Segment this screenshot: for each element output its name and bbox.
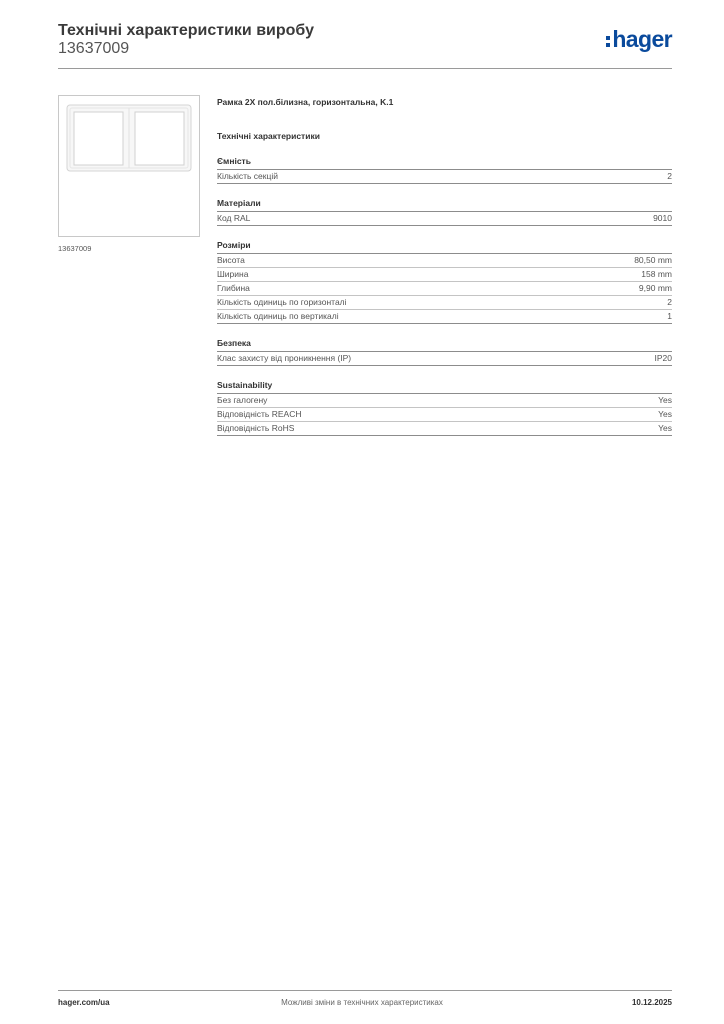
product-description: Рамка 2X пол.білизна, горизонтальна, K.1 [217,97,394,107]
spec-label: Код RAL [217,213,251,223]
product-code: 13637009 [58,40,130,57]
spec-value: 2 [667,171,672,181]
spec-group-title: Sustainability [217,379,672,394]
spec-label: Кількість одиниць по вертикалі [217,311,339,321]
spec-group-materials [217,197,672,226]
spec-value: 9,90 mm [638,283,672,293]
hager-logo [606,28,672,51]
spec-row [217,352,672,366]
spec-value: Yes [658,423,672,433]
spec-label: Ширина [217,269,249,279]
image-caption: 13637009 [58,244,92,253]
spec-area [217,96,672,436]
spec-label: Відповідність RoHS [217,423,295,433]
spec-value: 80,50 mm [634,255,672,265]
spec-value: IP20 [654,353,672,363]
spec-group-title: Безпека [217,337,672,352]
spec-row [217,268,672,282]
spec-value: Yes [658,409,672,419]
footer-divider [58,990,672,991]
spec-label: Висота [217,255,245,265]
spec-value: 158 mm [641,269,672,279]
spec-row [217,422,672,436]
spec-group-sustainability [217,379,672,436]
spec-row [217,212,672,226]
page-title: Технічні характеристики виробу [58,22,314,39]
spec-label: Без галогену [217,395,268,405]
spec-label: Відповідність REACH [217,409,302,419]
spec-label: Клас захисту від проникнення (IP) [217,353,352,363]
spec-row [217,394,672,408]
spec-group-title: Матеріали [217,197,672,212]
spec-value: Yes [658,395,672,405]
product-image [58,95,200,237]
spec-label: Кількість секцій [217,171,278,181]
spec-row [217,296,672,310]
header-divider [58,68,672,69]
spec-value: 1 [667,311,672,321]
spec-row [217,408,672,422]
spec-row [217,310,672,324]
spec-value: 9010 [653,213,672,223]
logo-dots-icon [606,36,610,47]
spec-row [217,282,672,296]
spec-group-dimensions [217,239,672,324]
footer-notice: Можливі зміни в технічних характеристиках [281,998,443,1007]
spec-value: 2 [667,297,672,307]
spec-group-capacity [217,155,672,184]
spec-group-title: Ємність [217,155,672,170]
spec-row [217,170,672,184]
frame-2-gang-horizontal-icon [59,96,199,236]
spec-label: Кількість одиниць по горизонталі [217,297,347,307]
spec-group-title: Розміри [217,239,672,254]
spec-group-safety [217,337,672,366]
footer-website-link[interactable]: hager.com/ua [58,998,110,1007]
spec-section-title: Технічні характеристики [217,131,320,141]
spec-label: Глибина [217,283,250,293]
spec-row [217,254,672,268]
logo-text: hager [612,26,672,52]
footer-date: 10.12.2025 [631,998,672,1007]
